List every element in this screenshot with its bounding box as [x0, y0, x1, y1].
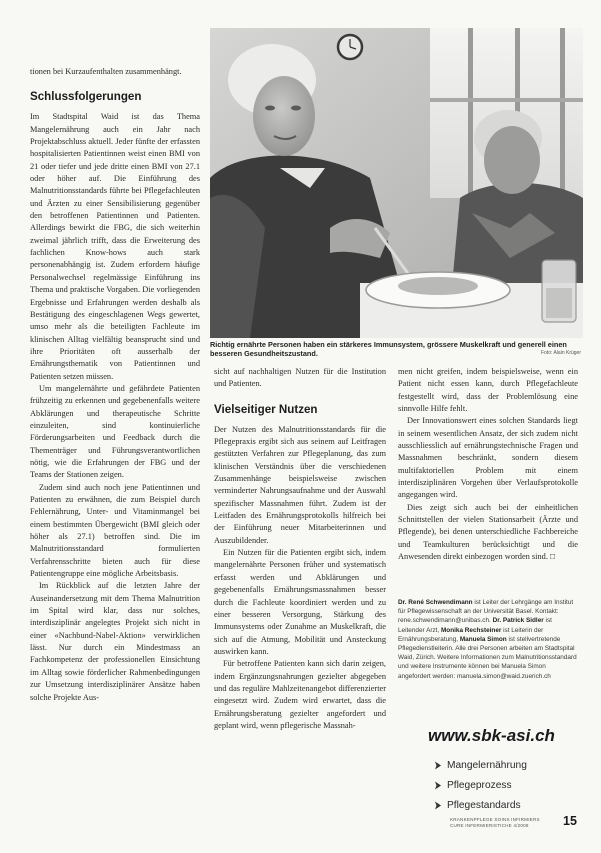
link-label: Pflegestandards — [447, 799, 521, 811]
photo-caption: Richtig ernährte Personen haben ein stärkeres Immunsystem, grössere Muskelkraft und generell einen besseren Gesundheitszustand. — [210, 340, 567, 359]
author-name: Dr. René Schwendimann — [398, 599, 473, 606]
article-photo — [210, 28, 583, 338]
footer-line: KRANKENPFLEGE SOINS INFIRMIERS — [450, 817, 540, 822]
left-paragraph: Zudem sind auch noch jene Patientinnen und Patienten zu erwähnen, die zum Beispiel durch Fehlernährung, Unter- und Vitaminmangel bei einem bestimmten Übergewicht (BMI gleich oder höher als 27.1) betroffen sind. Die im Malnutritionsstandard formulierten Verfahrensschritte bieten auch für diese Patientengruppe eine mögliche Arbeitsbasis. — [30, 482, 200, 579]
middle-paragraph: Der Nutzen des Malnutritionsstandards für die Pflegepraxis ergibt sich aus seinem auf Leitfragen gestützten Verfahren zur Pflegeplanung, das zum klinischen Verständnis über die verschiedenen Zusammenhänge beispielsweise zwischen verminderter Nahrungsaufnahme und der Auswahl spezifischer Massnahmen führt. Zudem ist der Leitfaden des Ernährungsprotokolls hilfreich bei der Einführung neuer Mitarbeiterinnen und Auszubildender. — [214, 424, 386, 545]
left-paragraph: Um mangelernährte und gefährdete Patienten frühzeitig zu erkennen und gegebenenfalls weitere Abklärungen und therapeutische Schritte einzuleiten, sind kontinuierliche Förderungsarbeiten und Feedback durch die Thementräger und Führungsverantwortlichen nötig, wie die Erfahrungen der FBG und der Teams der Stationen zeigen. — [30, 383, 200, 480]
left-paragraph: Im Stadtspital Waid ist das Thema Mangelernährung auch ein Jahr nach Projektabschluss aktuell. Jeder fünfte der erfassten hospitalisierten Patientinnen weist einen BMI von 21 oder tiefer und jede dritte einen BMI von 27.1 oder höher auf. Die Einführung des Malnutritionsstandards führte bei Pflegefachleuten und Ärzten zu einer Sensibilisierung gegenüber den betroffenen Patientinnen und Patienten. Allerdings bewirkt die FBG, die sich weiterhin zweimal jährlich trifft, dass die Erweiterung des fachlichen Know-hows auch stark personenabhängig ist. Zudem erfordern häufige Personalwechsel regelmässige Einführung ins Thema und praktische Vorgaben. Die vorliegenden Ergebnisse und Erfahrungen werden deshalb als Bestätigung des eingeschlagenen Wegs gewertet, umso mehr als die beteiligten Fachleute im klinischen Alltag vielfältig beansprucht sind und ihre Prioritäten oft ausserhalb der Ernährungsthematik von Patientinnen und Patienten setzen müssen. — [30, 112, 200, 381]
link-label: Mangelernährung — [447, 759, 527, 771]
wall-clock-icon — [338, 35, 362, 59]
section-heading-schlussfolgerungen: Schlussfolgerungen — [30, 90, 142, 104]
left-column-lead: tionen bei Kurzaufenthalten zusammenhängt. — [30, 67, 182, 76]
right-paragraph: Der Innovationswert eines solchen Standards liegt in seinem wesentlichen Ansatz, der sich zudem nicht ausschliesslich auf ernährungstechnische Fragen und Massnahmen beschränkt, sondern diesem multifaktoriellen Problem mit einem interdisziplinären Vorgehen über Verlaufsprotokolle angegangen wird. — [398, 416, 578, 500]
right-paragraph: Dies zeigt sich auch bei der einheitlichen Schnittstellen der vielen Stationsarbeit (Ärzte und Pflegende), bei denen unterschiedliche Fachbereiche und Teamkulturen berücksichtigt und die Anwesenden direkt einbezogen worden sind. □ — [398, 502, 578, 562]
sbk-website-link[interactable]: www.sbk-asi.ch — [428, 726, 555, 745]
author-bio-text: ist stellvertretende Pflegedienstleiterin. Alle drei Personen arbeiten am Stadtspital Waid, Zürich. Weitere Informationen zum Malnutritionsstandard und weitere Instrumente können bei Manuela Simon angefordert werden: manuela.simon@waid.zuerich.ch — [398, 635, 577, 680]
arrow-right-icon — [434, 781, 442, 790]
middle-paragraph: Für betroffene Patienten kann sich darin zeigen, indem Ergänzungsnahrungen gezielter abgegeben und das reguläre Mahlzeitenangebot differenzierter eingesetzt wird. Zudem wird erwartet, dass die Ernährungsberatung gezielter angefordert und geplant wird, wenn pflegerische Massnah- — [214, 659, 386, 730]
link-pflegeprozess[interactable] — [434, 775, 574, 795]
link-label: Pflegeprozess — [447, 779, 512, 791]
author-bio — [398, 598, 578, 716]
middle-paragraph: Ein Nutzen für die Patienten ergibt sich, indem mangelernährte Personen früher und systematisch erfasst werden und Abklärungen und gegebenenfalls Ernährungsmassnahmen besser durch die Fachleute koordiniert werden und zu einer besseren Versorgung, Stärkung des Immunsystems oder Zunahme an Muskelkraft, die sich auf die Atmung, Mobilität und Ansteckung auswirken kann. — [214, 548, 386, 656]
left-column — [30, 66, 200, 826]
section-heading-vielseitiger-nutzen: Vielseitiger Nutzen — [214, 402, 318, 416]
footer-line: CURE INFERMIERISTICHE 4/2008 — [450, 822, 529, 828]
right-column — [398, 366, 578, 596]
author-bio-text: ist Leiterin der Ernährungsberatung, — [398, 626, 544, 643]
middle-column — [214, 366, 386, 824]
middle-column-lead: sicht auf nachhaltigen Nutzen für die Institution und Patienten. — [214, 367, 386, 389]
sbk-topic-links — [434, 755, 574, 815]
link-mangelernaehrung[interactable] — [434, 755, 574, 775]
author-bio-text: ist Leitender Arzt, — [398, 617, 552, 634]
photo-illustration — [210, 28, 583, 338]
photo-credit: Foto: Alain Krüger — [540, 350, 581, 356]
left-paragraph: Im Rückblick auf die letzten Jahre der Auseinandersetzung mit dem Thema Malnutrition im Spital wird klar, dass nur solches, interdisziplinär angelegtes Projekt sich nicht in einer «Nachbund-Nabel-Aktion» verwirklichen lässt. Nur durch ein Mindestmass an Fachkompetenz der professionellen Einsichtung im Alltag sowie förderlicher Rahmenbedingungen zur Umsetzung interdisziplinärer Ansätze haben solche Projekte Aus- — [30, 581, 200, 702]
publication-footer — [450, 817, 550, 829]
link-pflegestandards[interactable] — [434, 795, 574, 815]
author-name: Monika Rechsteiner — [440, 626, 502, 634]
arrow-right-icon — [434, 761, 442, 770]
author-name: Dr. Patrick Sidler — [492, 617, 544, 625]
author-name: Manuela Simon — [459, 635, 507, 643]
right-paragraph: men nicht greifen, indem beispielsweise, wenn ein Patient nicht essen kann, durch Pflegefachleute festgestellt wird, dass der Problemlösung eine sinnvolle Hilfe fehlt. — [398, 367, 578, 414]
arrow-right-icon — [434, 801, 442, 810]
author-bio-text: ist Leiter der Lehrgänge am Institut für Pflegewissenschaft an der Universität Basel. Kontakt: rene.schwendimann@unibas.ch. — [398, 599, 574, 625]
page-number: 15 — [563, 814, 577, 828]
